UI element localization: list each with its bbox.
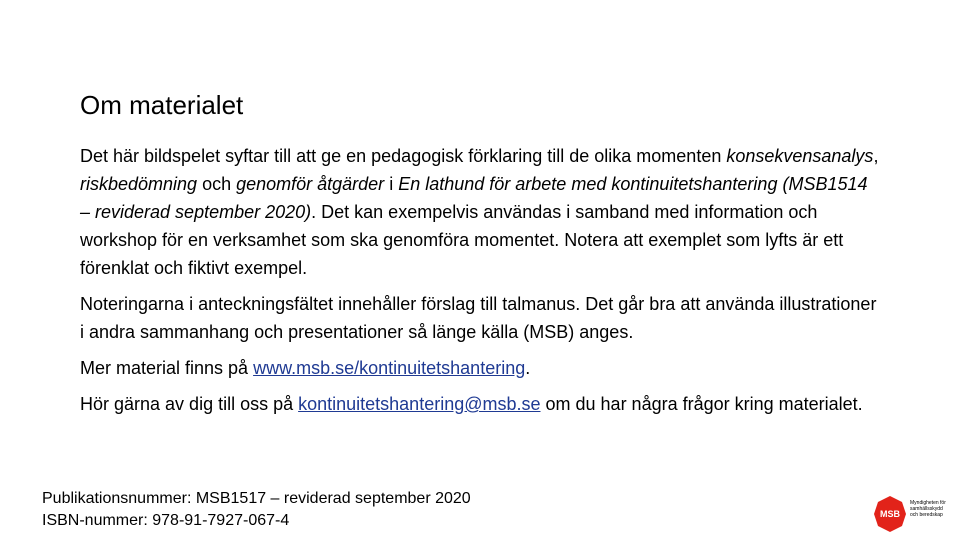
intro-paragraph xyxy=(80,142,880,282)
notes-paragraph: Noteringarna i anteckningsfältet innehåller förslag till talmanus. Det går bra att använda illustrationer i andra sammanhang och presentationer så länge källa (MSB) anges. xyxy=(80,294,877,342)
publication-footer xyxy=(42,488,471,532)
contact-text: Hör gärna av dig till oss på xyxy=(80,394,299,414)
intro-text-2: , xyxy=(873,146,879,166)
contact-paragraph xyxy=(80,390,880,418)
intro-text-5: . Det kan exempelvis användas i samband med information och workshop för en verksamhet som ska genomföra momentet. Notera att exemplet som lyfts är ett förenklat och fiktivt exempel. xyxy=(80,202,844,278)
intro-text-4: i xyxy=(384,174,399,194)
intro-text-1: Det här bildspelet syftar till att ge en pedagogisk förklaring till de olika momenten xyxy=(80,146,727,166)
more-material-paragraph xyxy=(80,354,880,382)
contact-email-link[interactable]: kontinuitetshantering@msb.se xyxy=(298,394,541,414)
contact-suffix: om du har några frågor kring materialet. xyxy=(540,394,863,414)
logo-line-1: Myndigheten för xyxy=(910,500,946,506)
intro-italic-4: En lathund för arbete med kontinuitetshantering (MSB1514 – reviderad september 2020) xyxy=(80,174,868,222)
logo-agency-name xyxy=(910,500,956,518)
msb-website-link[interactable]: www.msb.se/kontinuitetshantering xyxy=(253,358,526,378)
intro-italic-3: genomför åtgärder xyxy=(236,174,385,194)
slide-title: Om materialet xyxy=(80,90,244,120)
publication-number: Publikationsnummer: MSB1517 – reviderad september 2020 xyxy=(42,490,471,507)
isbn-number: ISBN-nummer: 978-91-7927-067-4 xyxy=(42,512,290,529)
logo-mark-text: MSB xyxy=(880,509,900,519)
intro-italic-1: konsekvensanalys xyxy=(726,146,874,166)
more-material-text: Mer material finns på xyxy=(80,358,254,378)
logo-line-3: och beredskap xyxy=(910,512,943,518)
intro-text-3: och xyxy=(197,174,237,194)
more-material-suffix: . xyxy=(525,358,531,378)
logo-line-2: samhällsskydd xyxy=(910,506,943,512)
intro-italic-2: riskbedömning xyxy=(80,174,198,194)
slide-body xyxy=(80,142,880,426)
